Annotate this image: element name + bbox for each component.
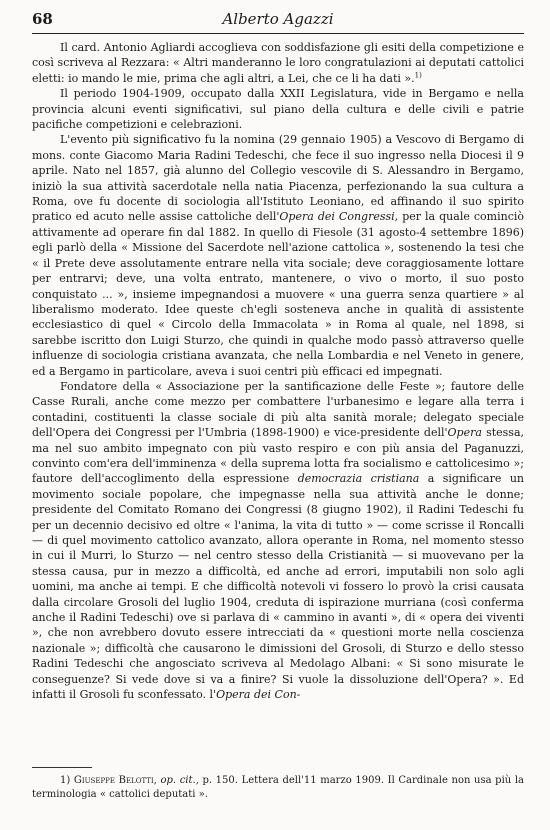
body-text [32,40,524,702]
paragraph-4: Fondatore della « Associazione per la santificazione delle Feste »; fautore delle Casse Rurali, anche come mezzo per combattere l'urbanesimo e legare alla terra i contadini, costituenti la classe sociale di più alta sanità morale; delegato speciale dell'Opera dei Congressi per l'Umbria (1898-1900) e vice-presidente dell'Opera stessa, ma nel suo ambito impegnato con più vasto respiro e con più ansia del Paganuzzi, convinto com'era dell'imminenza « della suprema lotta fra socialismo e cattolicesimo »; fautore dell'accoglimento della espressione democrazia cristiana a significare un movimento sociale popolare, che impegnasse nella sua attività anche le donne; presidente del Comitato Romano dei Congressi (8 giugno 1902), il Radini Tedeschi fu per un decennio decisivo ed oltre « l'anima, la vita di tutto » — come scrisse il Roncalli — di quel movimento cattolico avanzato, allora operante in Roma, nel momento stesso in cui il Murri, lo Sturzo — nel centro stesso della Cristianità — si muovevano per la stessa causa, pur in mezzo a difficoltà, ed anche ad errori, imputabili non solo agli uomini, ma anche ai tempi. E che difficoltà notevoli vi fossero lo provò la crisi causata dalla circolare Grosoli del luglio 1904, creduta di ispirazione murriana (così conferma anche il Radini Tedeschi) ove si parlava di « cammino in avanti », di « opera dei viventi », che non avrebbero dovuto essere intrecciati da « questioni morte nella coscienza nazionale »; difficoltà che causarono le dimissioni del Grosoli, di Sturzo e dello stesso Radini Tedeschi che angosciato scriveva al Medolago Albani: « Si sono misurate le conseguenze? Si vede dove si va a finire? Si vuole la dissoluzione dell'Opera? ». Ed infatti il Grosoli fu sconfessato. l'Opera dei Con- [32,379,524,702]
page-number: 68 [32,10,53,28]
footnote [32,774,524,802]
page-header [32,10,524,32]
footnote-author: Giuseppe Belotti, [73,775,157,786]
header-rule [32,33,524,34]
running-title: Alberto Agazzi [222,10,334,28]
footnote-number: 1) [60,775,71,786]
paragraph-2: Il periodo 1904-1909, occupato dalla XXII Legislatura, vide in Bergamo e nella provincia alcuni eventi significativi, sul piano della cultura e delle civili e patrie pacifiche competizioni e celebrazioni. [32,87,524,132]
footnote-ref: 1) [414,71,422,80]
footnote-rule [32,767,92,768]
paragraph-3: L'evento più significativo fu la nomina (29 gennaio 1905) a Vescovo di Bergamo di mons. conte Giacomo Maria Radini Tedeschi, che fece il suo ingresso nella Diocesi il 9 aprile. Nato nel 1857, già alunno del Collegio vescovile di S. Alessandro in Bergamo, iniziò la sua attività sacerdotale nella natia Piacenza, perfezionando la sua cultura a Roma, ove fu docente di sociologia all'Istituto Leoniano, ed affinando il suo spirito pratico ed acuto nelle assise cattoliche dell'Opera dei Congressi, per la quale cominciò attivamente ad operare fin dal 1882. In quello di Fiesole (31 agosto-4 settembre 1896) egli parlò della « Missione del Sacerdote nell'azione cattolica », sostenendo la tesi che « il Prete deve assolutamente entrare nella vita sociale; deve coraggiosamente lottare per entrarvi; deve, una volta entrato, mantenere, o vivo o morto, il suo posto conquistato ... », insieme impegnandosi a muovere « una guerra senza quartiere » al liberalismo moderato. Idee queste ch'egli sosteneva anche in qualità di assistente ecclesiastico di quel « Circolo della Immacolata » in Roma al quale, nel 1898, si sarebbe iscritto don Luigi Sturzo, che quindi in qualche modo passò attraverso quelle influenze di sociologia cristiana avanzata, che nella Lombardia e nel Veneto in genere, ed a Bergamo in particolare, aveva i suoi centri più efficaci ed impegnati. [32,133,525,378]
footnote-cit: op. cit., [160,775,199,786]
footnote-text: p. 150. Lettera dell'11 marzo 1909. Il Cardinale non usa più la terminologia « cattolici deputati ». [32,775,524,800]
paragraph-1: Il card. Antonio Agliardi accoglieva con soddisfazione gli esiti della competizione e così scriveva al Rezzara: « Altri manderanno le loro congratulazioni ai deputati cattolici eletti: io mando le mie, prima che agli altri, a Lei, che ce li ha dati ».$^{1)}$ [32,41,524,85]
